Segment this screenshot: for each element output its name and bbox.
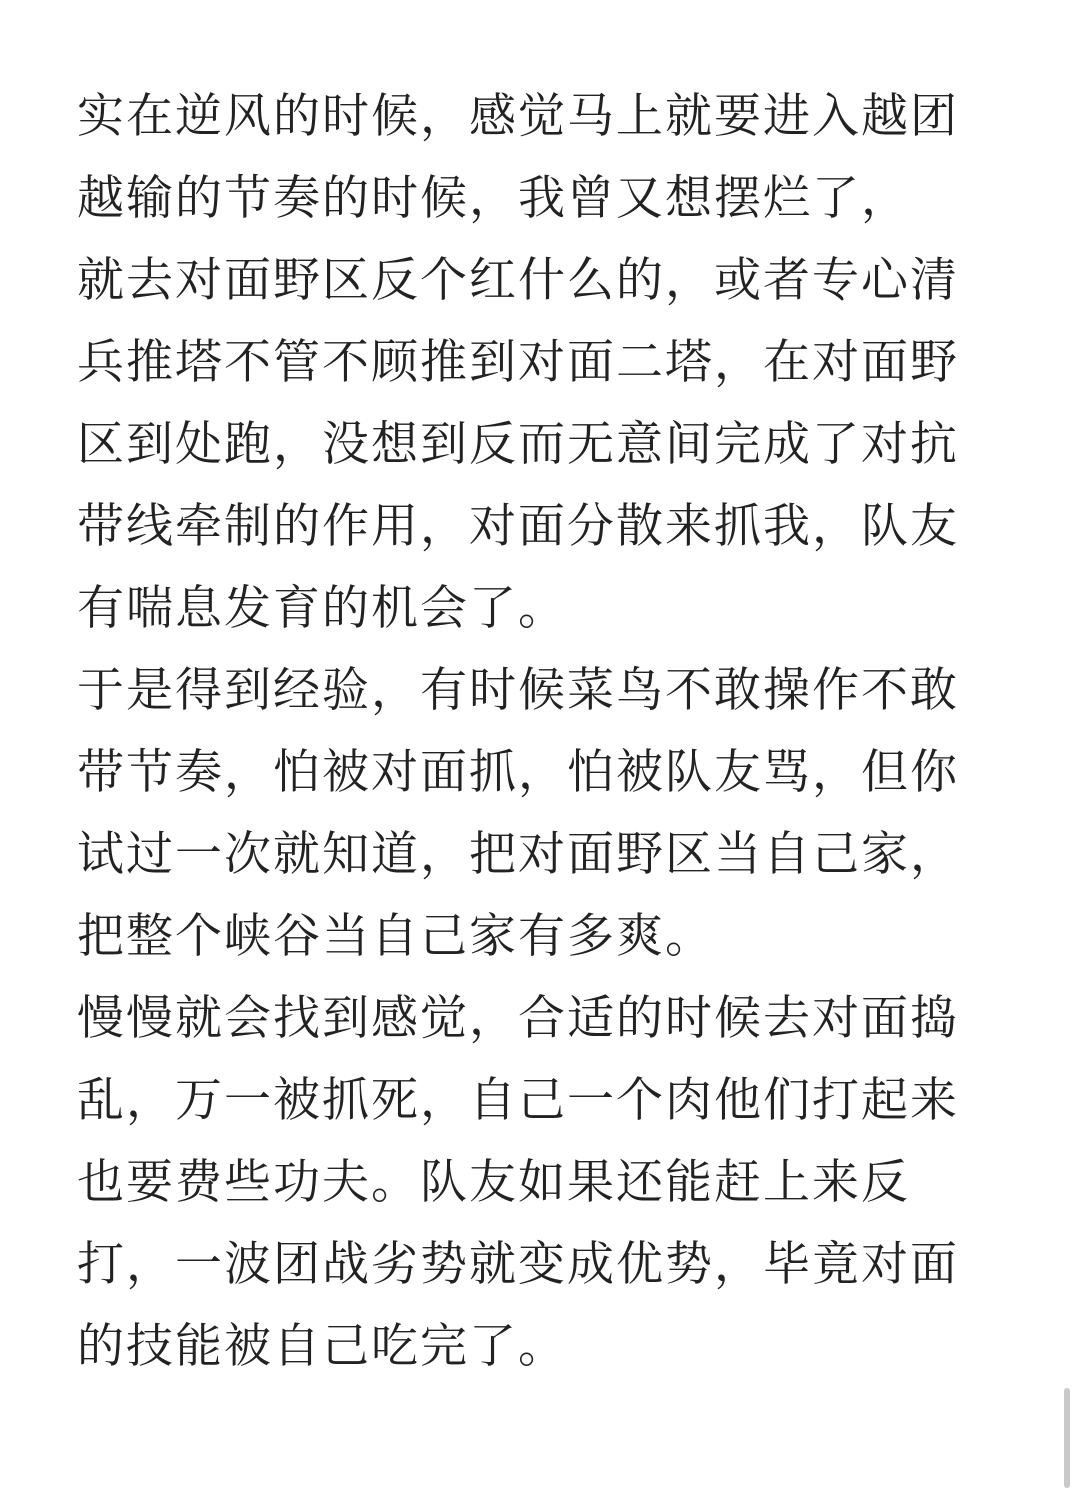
text-line: 打，一波团战劣势就变成优势，毕竟对面 [77,1237,959,1292]
text-line: 兵推塔不管不顾推到对面二塔，在对面野 [77,335,959,390]
text-line: 试过一次就知道，把对面野区当自己家， [77,827,959,882]
text-line: 实在逆风的时候，感觉马上就要进入越团 [77,89,959,144]
text-line: 带线牵制的作用，对面分散来抓我，队友 [77,499,959,554]
text-line: 区到处跑，没想到反而无意间完成了对抗 [77,417,959,472]
text-line: 带节奏，怕被对面抓，怕被队友骂，但你 [77,745,959,800]
text-line: 的技能被自己吃完了。 [77,1319,567,1374]
text-line: 有喘息发育的机会了。 [77,581,567,636]
scrollbar-thumb[interactable] [1064,1388,1070,1488]
text-line: 把整个峡谷当自己家有多爽。 [77,909,714,964]
text-line: 也要费些功夫。队友如果还能赶上来反 [77,1155,910,1210]
text-line: 于是得到经验，有时候菜鸟不敢操作不敢 [77,663,959,718]
text-line: 乱，万一被抓死，自己一个肉他们打起来 [77,1073,959,1128]
text-line: 就去对面野区反个红什么的，或者专心清 [77,253,959,308]
text-line: 慢慢就会找到感觉，合适的时候去对面捣 [77,991,959,1046]
text-line: 越输的节奏的时候，我曾又想摆烂了， [77,171,910,226]
